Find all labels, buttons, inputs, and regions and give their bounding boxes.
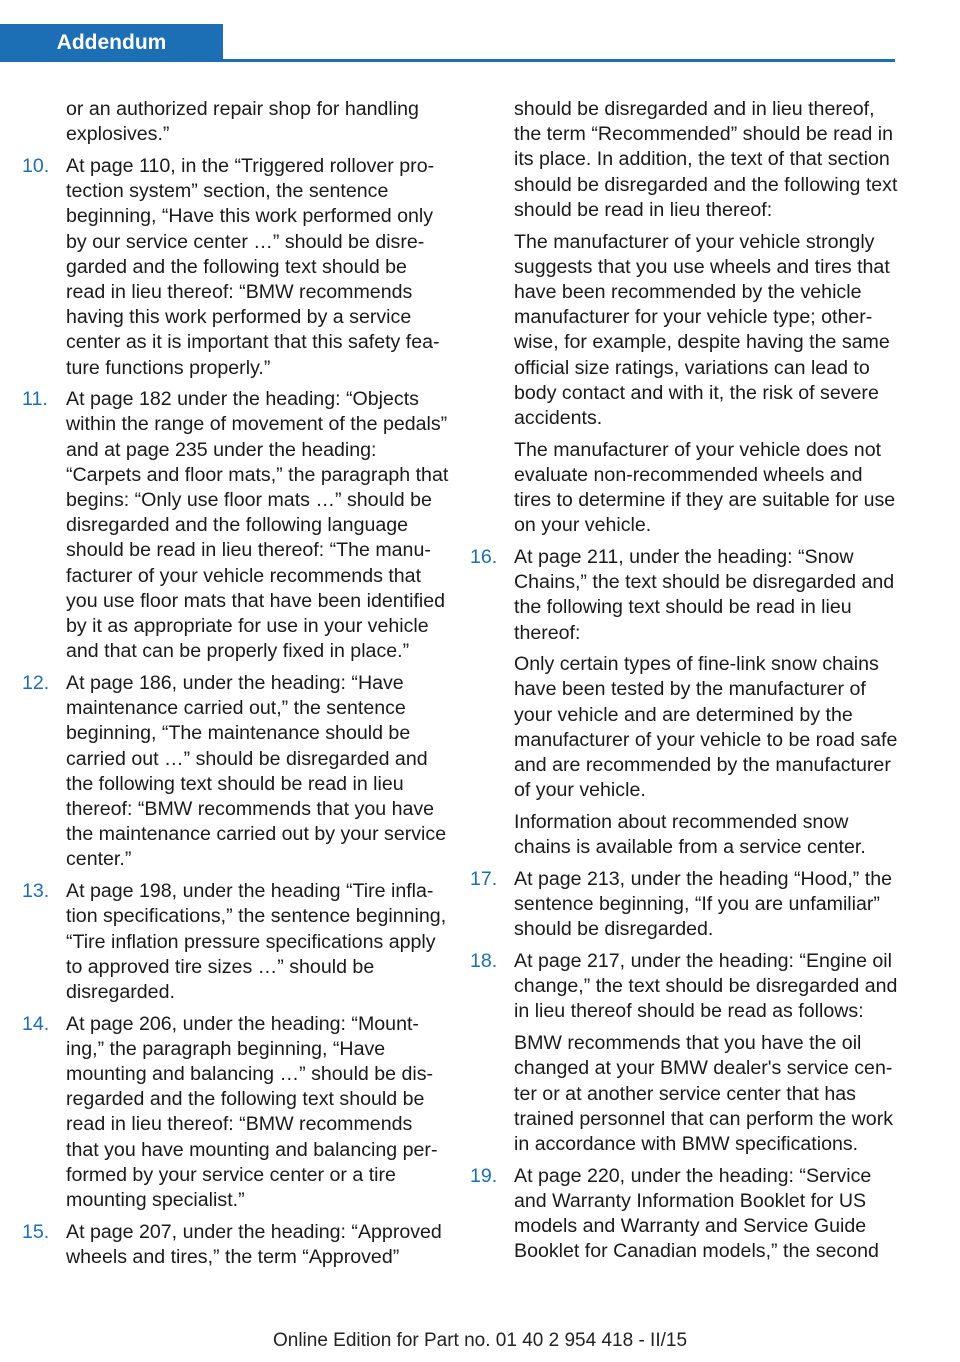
page-footer: Online Edition for Part no. 01 40 2 954 418 - II/15 bbox=[272, 1330, 688, 1351]
item-paragraph: At page 217, under the heading: “Engine oil change,” the text should be disregarded and in lieu thereof should be read as follows: bbox=[514, 950, 898, 1023]
numbered-item bbox=[22, 879, 450, 1005]
numbered-item bbox=[22, 1220, 450, 1270]
item-number: 12. bbox=[22, 671, 50, 694]
item-body bbox=[514, 949, 900, 1157]
item-number: 18. bbox=[470, 950, 498, 972]
item-number: 17. bbox=[470, 867, 498, 890]
item-number: 11. bbox=[22, 388, 48, 411]
item-paragraph: At page 206, under the heading: “Mounting,” the paragraph beginning, “Have mounting and balancing …” should be disregarded and the following text should be read in lieu thereof: “BMW recommends that you have mounting and balancing performed by your service center or a tire mounting specialist.” bbox=[66, 1012, 438, 1212]
numbered-item bbox=[22, 387, 450, 664]
continuation-paragraph: The manufacturer of your vehicle strongly suggests that you use wheels and tires that have been recommended by the vehicle manufacturer for your vehicle type; otherwise, for example, despite having the same official size ratings, variations can lead to body contact and with it, the risk of severe accidents. bbox=[514, 230, 890, 429]
right-column bbox=[470, 97, 900, 1271]
item-body bbox=[514, 1164, 900, 1265]
item-paragraph: At page 213, under the heading “Hood,” the sentence beginning, “If you are unfamiliar” should be disregarded. bbox=[514, 867, 893, 941]
item-paragraph: At page 220, under the heading: “Service and Warranty Information Booklet for US models and Warranty and Service Guide Booklet for Canadian models,” the second bbox=[514, 1164, 879, 1263]
item-number: 15. bbox=[22, 1220, 50, 1243]
continuation-text: or an authorized repair shop for handling explosives.” bbox=[66, 98, 419, 146]
numbered-item bbox=[22, 154, 450, 381]
item-body bbox=[66, 879, 450, 1005]
item-body bbox=[66, 1012, 450, 1214]
item-paragraph: Information about recommended snow chains is available from a service center. bbox=[514, 810, 866, 859]
item-paragraph: At page 198, under the heading “Tire inflation specifications,” the sentence beginning, “Tire inflation pressure specifications apply to approved tire sizes …” should be disregarded. bbox=[66, 880, 447, 1003]
header-rule bbox=[223, 59, 895, 62]
item-body bbox=[514, 867, 900, 943]
continuation-paragraph: The manufacturer of your vehicle does not evaluate non-recommended wheels and tires to determine if they are suitable for use on your vehicle. bbox=[514, 438, 896, 537]
item-body bbox=[514, 545, 900, 860]
item-paragraph: BMW recommends that you have the oil changed at your BMW dealer's service center or at another service center that has trained personnel that can perform the work in accordance with BMW specifications. bbox=[514, 1032, 894, 1155]
continuation-paragraph: should be disregarded and in lieu thereof, the term “Recommended” should be read in its place. In addition, the text of that section should be disregarded and the following text should be read in lieu thereof: bbox=[514, 98, 898, 221]
numbered-item bbox=[22, 1012, 450, 1214]
left-column bbox=[22, 97, 450, 1277]
right-item-list bbox=[470, 545, 900, 1264]
item-body bbox=[66, 387, 450, 664]
numbered-item bbox=[470, 949, 900, 1157]
item-number: 16. bbox=[470, 545, 498, 568]
item-paragraph: At page 186, under the heading: “Have maintenance carried out,” the sentence beginning, “The maintenance should be carried out …” should be disregarded and the following text should be read in lieu thereof: “BMW recommends that you have the maintenance carried out by your service center.” bbox=[66, 671, 447, 871]
item-paragraph: At page 211, under the heading: “Snow Chains,” the text should be disregarded and the following text should be read in lieu thereof: bbox=[514, 545, 895, 644]
item-number: 13. bbox=[22, 880, 50, 903]
section-header-tab bbox=[0, 24, 223, 62]
numbered-item bbox=[470, 1164, 900, 1265]
section-title: Addendum bbox=[56, 31, 167, 54]
item-paragraph: Only certain types of fine-link snow chains have been tested by the manufacturer of your vehicle and are determined by the manufacturer of your vehicle to be road safe and are recommended by the manufacturer of your vehicle. bbox=[514, 653, 898, 802]
numbered-item bbox=[470, 545, 900, 860]
item-body bbox=[66, 671, 450, 873]
left-item-list bbox=[22, 154, 450, 1270]
item-number: 10. bbox=[22, 154, 50, 177]
item-body bbox=[66, 154, 450, 381]
item-number: 19. bbox=[470, 1164, 498, 1187]
numbered-item bbox=[22, 671, 450, 873]
item-body bbox=[66, 1220, 450, 1270]
item-paragraph: At page 207, under the heading: “Approved wheels and tires,” the term “Approved” bbox=[66, 1220, 442, 1268]
item-number: 14. bbox=[22, 1012, 50, 1035]
item-paragraph: At page 110, in the “Triggered rollover protection system” section, the sentence beginning, “Have this work performed only by our service center …” should be disregarded and the following text should be read in lieu thereof: “BMW recommends having this work performed by a service center as it is important that this safety feature functions properly.” bbox=[66, 154, 440, 379]
numbered-item bbox=[470, 867, 900, 943]
item-paragraph: At page 182 under the heading: “Objects within the range of movement of the pedals” and at page 235 under the heading: “Carpets and floor mats,” the paragraph that begins: “Only use floor mats …” should be disregarded and the following language should be read in lieu thereof: “The manufacturer of your vehicle recommends that you use floor mats that have been identified by it as appropriate for use in your vehicle and that can be properly fixed in place.” bbox=[66, 388, 449, 663]
continuation-block bbox=[470, 97, 900, 538]
